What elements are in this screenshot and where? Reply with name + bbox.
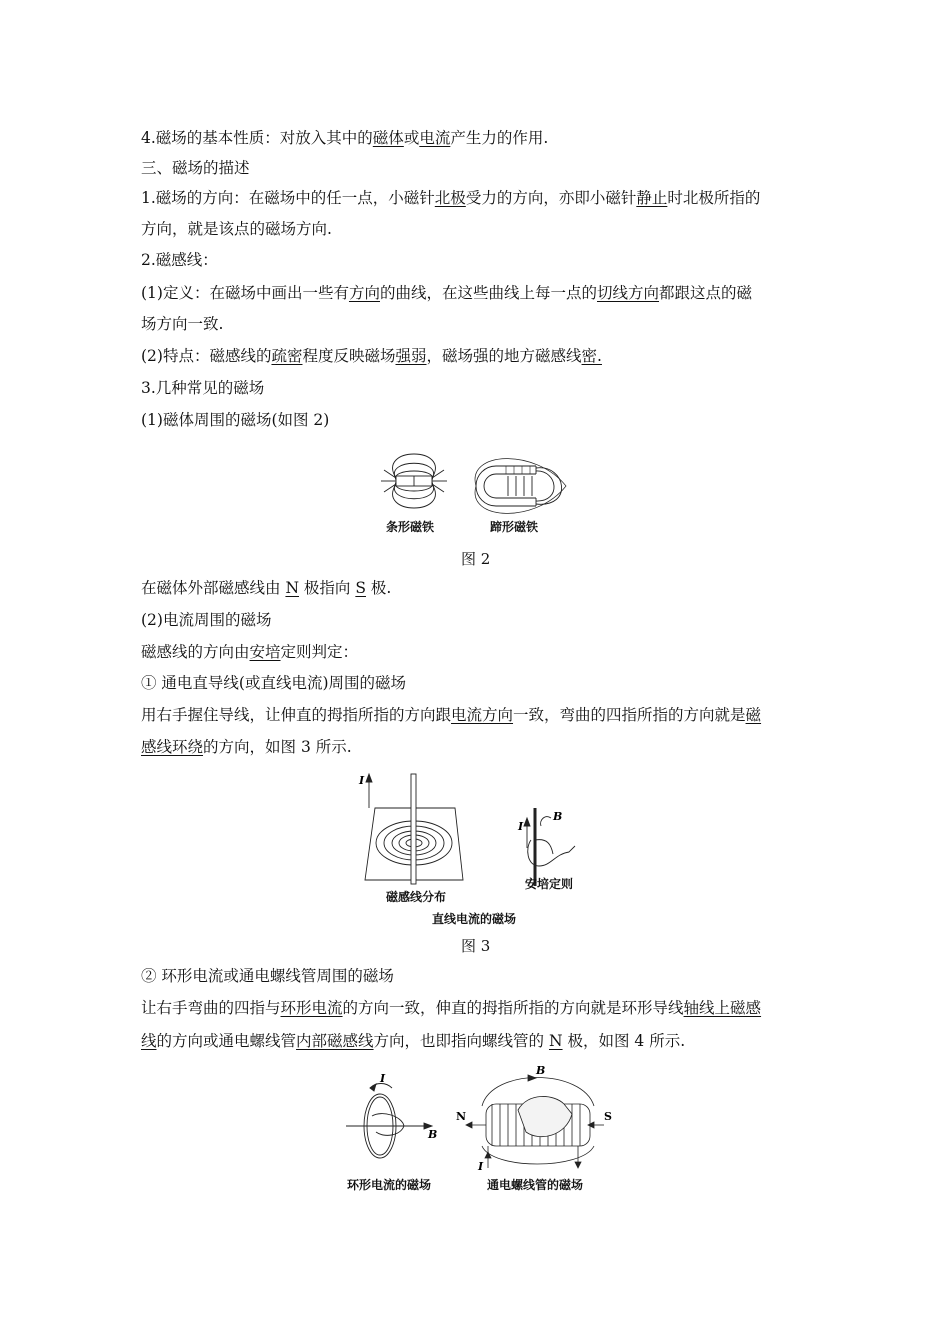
straight-current-caption: 直线电流的磁场 — [432, 912, 517, 926]
current-symbol: I — [359, 774, 365, 787]
loop-current-symbol: I — [380, 1072, 386, 1085]
paragraph-common-fields: 3.几种常见的磁场 — [141, 379, 265, 397]
paragraph-current-field: (2)电流周围的磁场 — [141, 611, 272, 629]
loop-current-drawing — [346, 1084, 432, 1159]
paragraph-right-hand-cont: 感线环绕的方向，如图 3 所示. — [141, 738, 352, 756]
paragraph-right-hand: 用右手握住导线，让伸直的拇指所指的方向跟电流方向一致，弯曲的四指所指的方向就是磁 — [141, 706, 762, 724]
loop-solenoid-figure — [342, 1066, 612, 1176]
field-lines-caption: 磁感线分布 — [386, 890, 447, 904]
bar-magnet-caption: 条形磁铁 — [386, 520, 435, 534]
paragraph-loop-solenoid: ② 环形电流或通电螺线管周围的磁场 — [141, 967, 394, 985]
figure-3-label: 图 3 — [461, 937, 491, 955]
paragraph-field-lines: 2.磁感线： — [141, 251, 218, 269]
paragraph-straight-wire: ① 通电直导线(或直线电流)周围的磁场 — [141, 674, 407, 692]
ampere-rule-caption: 安培定则 — [525, 877, 574, 891]
paragraph-loop-rule: 让右手弯曲的四指与环形电流的方向一致，伸直的拇指所指的方向就是环形导线轴线上磁感 — [141, 999, 762, 1017]
paragraph-direction: 1.磁场的方向：在磁场中的任一点，小磁针北极受力的方向，亦即小磁针静止时北极所指的 — [141, 189, 761, 207]
bar-magnet-drawing — [381, 454, 447, 508]
paragraph-magnet-outside: 在磁体外部磁感线由 N 极指向 S 极. — [141, 579, 392, 597]
paragraph-definition: (1)定义：在磁场中画出一些有方向的曲线，在这些曲线上每一点的切线方向都跟这点的磁 — [141, 284, 753, 302]
field-symbol: B — [553, 810, 563, 823]
paragraph-definition-cont: 场方向一致. — [141, 315, 224, 333]
north-pole-label: N — [456, 1110, 467, 1123]
paragraph-loop-rule-cont: 线的方向或通电螺线管内部磁感线方向，也即指向螺线管的 N 极，如图 4 所示. — [141, 1032, 686, 1050]
paragraph-magnet-field: (1)磁体周围的磁场(如图 2) — [141, 411, 330, 429]
section-heading: 三、磁场的描述 — [141, 159, 250, 177]
paragraph-magnetic-property: 4.磁场的基本性质：对放入其中的磁体或电流产生力的作用. — [141, 129, 549, 147]
field-lines-drawing — [365, 774, 463, 884]
paragraph-ampere-rule: 磁感线的方向由安培定则判定： — [141, 643, 359, 661]
loop-current-caption: 环形电流的磁场 — [347, 1178, 432, 1192]
horseshoe-magnet-drawing — [475, 459, 566, 514]
paragraph-feature: (2)特点：磁感线的疏密程度反映磁场强弱，磁场强的地方磁感线密. — [141, 347, 602, 365]
horseshoe-magnet-caption: 蹄形磁铁 — [490, 520, 539, 534]
solenoid-drawing — [466, 1075, 604, 1168]
current-symbol-right: I — [518, 820, 524, 833]
solenoid-field-symbol: B — [536, 1066, 546, 1077]
figure-2-label: 图 2 — [461, 550, 491, 568]
paragraph-direction-cont: 方向，就是该点的磁场方向. — [141, 220, 332, 238]
loop-field-symbol: B — [428, 1128, 438, 1141]
south-pole-label: S — [604, 1110, 612, 1123]
solenoid-caption: 通电螺线管的磁场 — [487, 1178, 584, 1192]
solenoid-current-symbol: I — [478, 1160, 484, 1173]
